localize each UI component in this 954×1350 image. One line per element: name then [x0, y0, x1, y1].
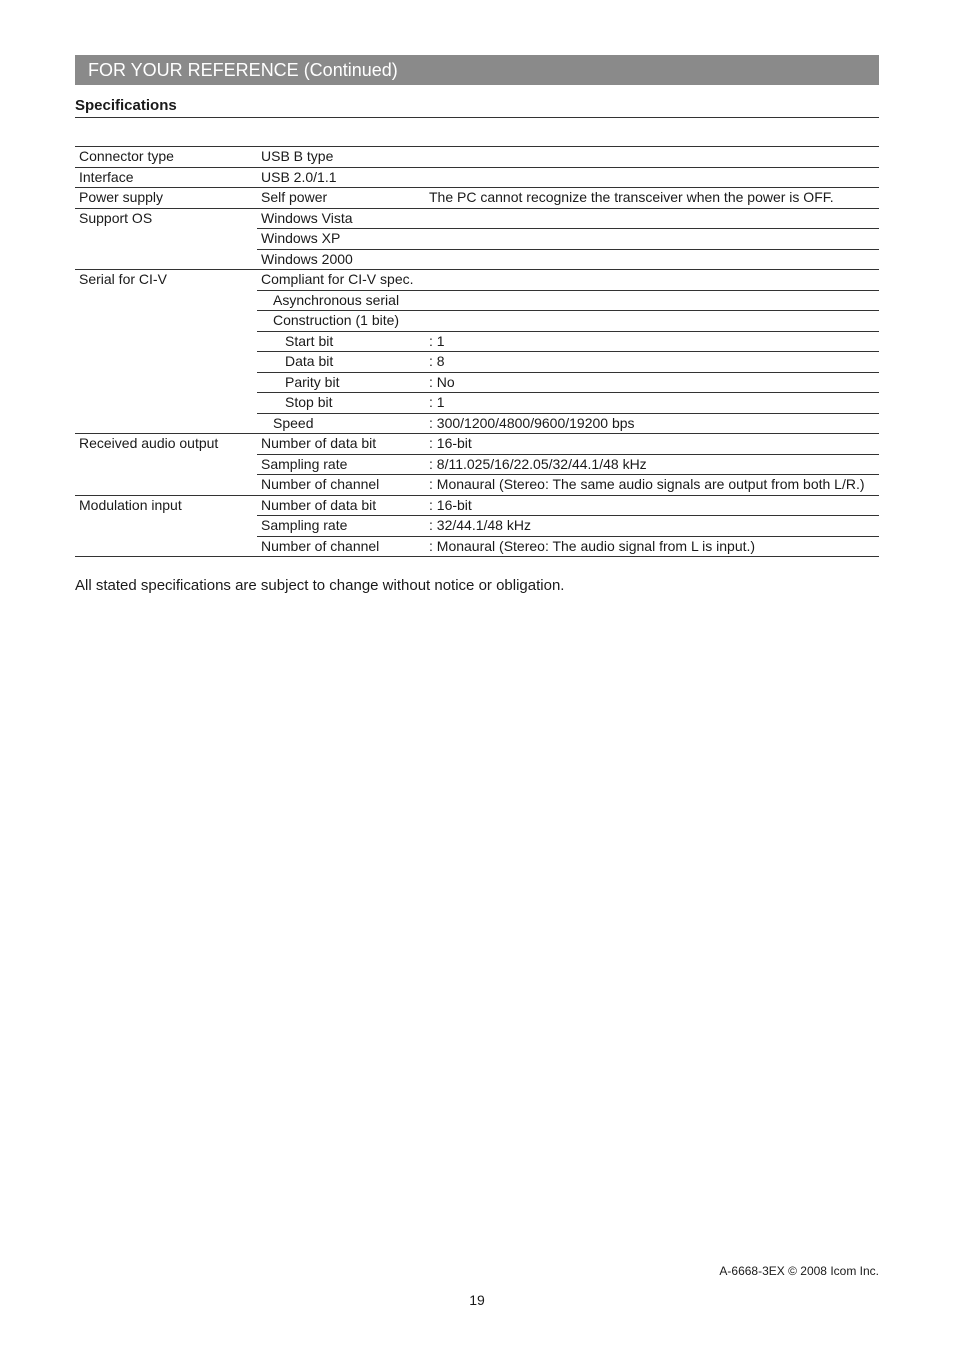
spec-value-cell [425, 208, 879, 229]
spec-category-cell [75, 475, 257, 496]
spec-row [75, 372, 879, 393]
spec-category-cell [75, 311, 257, 332]
spec-category-cell [75, 352, 257, 373]
spec-item-cell: Parity bit [257, 372, 425, 393]
spec-row [75, 208, 879, 229]
spec-category-cell: Power supply [75, 188, 257, 209]
spec-item-cell: Asynchronous serial [257, 290, 425, 311]
spec-category-cell [75, 454, 257, 475]
spec-value-cell: : No [425, 372, 879, 393]
spec-row [75, 413, 879, 434]
spec-value-cell: : 8 [425, 352, 879, 373]
spec-category-cell [75, 229, 257, 250]
page-number: 19 [469, 1292, 485, 1308]
spec-value-cell: : 1 [425, 331, 879, 352]
copyright-notice: A-6668-3EX © 2008 Icom Inc. [719, 1264, 879, 1278]
spec-item-cell: Data bit [257, 352, 425, 373]
spec-category-cell [75, 536, 257, 557]
spec-value-cell: : Monaural (Stereo: The audio signal from L is input.) [425, 536, 879, 557]
spec-item-cell: Number of channel [257, 475, 425, 496]
spec-item-cell: Start bit [257, 331, 425, 352]
spec-row [75, 454, 879, 475]
spec-row [75, 311, 879, 332]
section-header-bar: FOR YOUR REFERENCE (Continued) [75, 55, 879, 85]
spec-value-cell: : 16-bit [425, 495, 879, 516]
spec-value-cell [425, 249, 879, 270]
spec-value-cell: : 1 [425, 393, 879, 414]
spec-item-cell: Compliant for CI-V spec. [257, 270, 425, 291]
specifications-heading: Specifications [75, 97, 879, 118]
spec-item-cell: USB 2.0/1.1 [257, 167, 425, 188]
spec-row [75, 434, 879, 455]
spec-item-cell: Stop bit [257, 393, 425, 414]
spec-value-cell: : Monaural (Stereo: The same audio signals are output from both L/R.) [425, 475, 879, 496]
specifications-table-body [75, 147, 879, 557]
spec-value-cell [425, 311, 879, 332]
spec-row [75, 167, 879, 188]
spec-item-cell: Speed [257, 413, 425, 434]
spec-category-cell [75, 290, 257, 311]
spec-item-cell: Construction (1 bite) [257, 311, 425, 332]
spec-category-cell [75, 331, 257, 352]
spec-item-cell: Windows XP [257, 229, 425, 250]
spec-row [75, 290, 879, 311]
spec-row [75, 516, 879, 537]
spec-value-cell: : 16-bit [425, 434, 879, 455]
spec-category-cell [75, 413, 257, 434]
spec-category-cell: Serial for CI-V [75, 270, 257, 291]
spec-item-cell: USB B type [257, 147, 425, 168]
spec-category-cell [75, 249, 257, 270]
spec-item-cell: Number of data bit [257, 495, 425, 516]
spec-value-cell: The PC cannot recognize the transceiver when the power is OFF. [425, 188, 879, 209]
spec-item-cell: Self power [257, 188, 425, 209]
spec-value-cell [425, 167, 879, 188]
spec-row [75, 495, 879, 516]
spec-category-cell: Support OS [75, 208, 257, 229]
spec-category-cell [75, 372, 257, 393]
spec-value-cell: : 8/11.025/16/22.05/32/44.1/48 kHz [425, 454, 879, 475]
spec-value-cell [425, 290, 879, 311]
spec-value-cell [425, 147, 879, 168]
disclaimer-note: All stated specifications are subject to change without notice or obligation. [75, 577, 565, 594]
spec-row [75, 393, 879, 414]
spec-row [75, 352, 879, 373]
spec-row [75, 536, 879, 557]
spec-category-cell: Received audio output [75, 434, 257, 455]
spec-item-cell: Number of channel [257, 536, 425, 557]
spec-value-cell: : 32/44.1/48 kHz [425, 516, 879, 537]
spec-row [75, 188, 879, 209]
spec-value-cell: : 300/1200/4800/9600/19200 bps [425, 413, 879, 434]
spec-row [75, 270, 879, 291]
spec-item-cell: Sampling rate [257, 516, 425, 537]
spec-row [75, 249, 879, 270]
spec-value-cell [425, 270, 879, 291]
spec-item-cell: Windows Vista [257, 208, 425, 229]
spec-category-cell: Connector type [75, 147, 257, 168]
spec-item-cell: Number of data bit [257, 434, 425, 455]
spec-category-cell: Interface [75, 167, 257, 188]
spec-row [75, 331, 879, 352]
spec-row [75, 229, 879, 250]
spec-category-cell: Modulation input [75, 495, 257, 516]
spec-row [75, 475, 879, 496]
spec-category-cell [75, 516, 257, 537]
spec-row [75, 147, 879, 168]
spec-category-cell [75, 393, 257, 414]
specifications-table [75, 146, 879, 557]
spec-item-cell: Sampling rate [257, 454, 425, 475]
spec-item-cell: Windows 2000 [257, 249, 425, 270]
spec-value-cell [425, 229, 879, 250]
